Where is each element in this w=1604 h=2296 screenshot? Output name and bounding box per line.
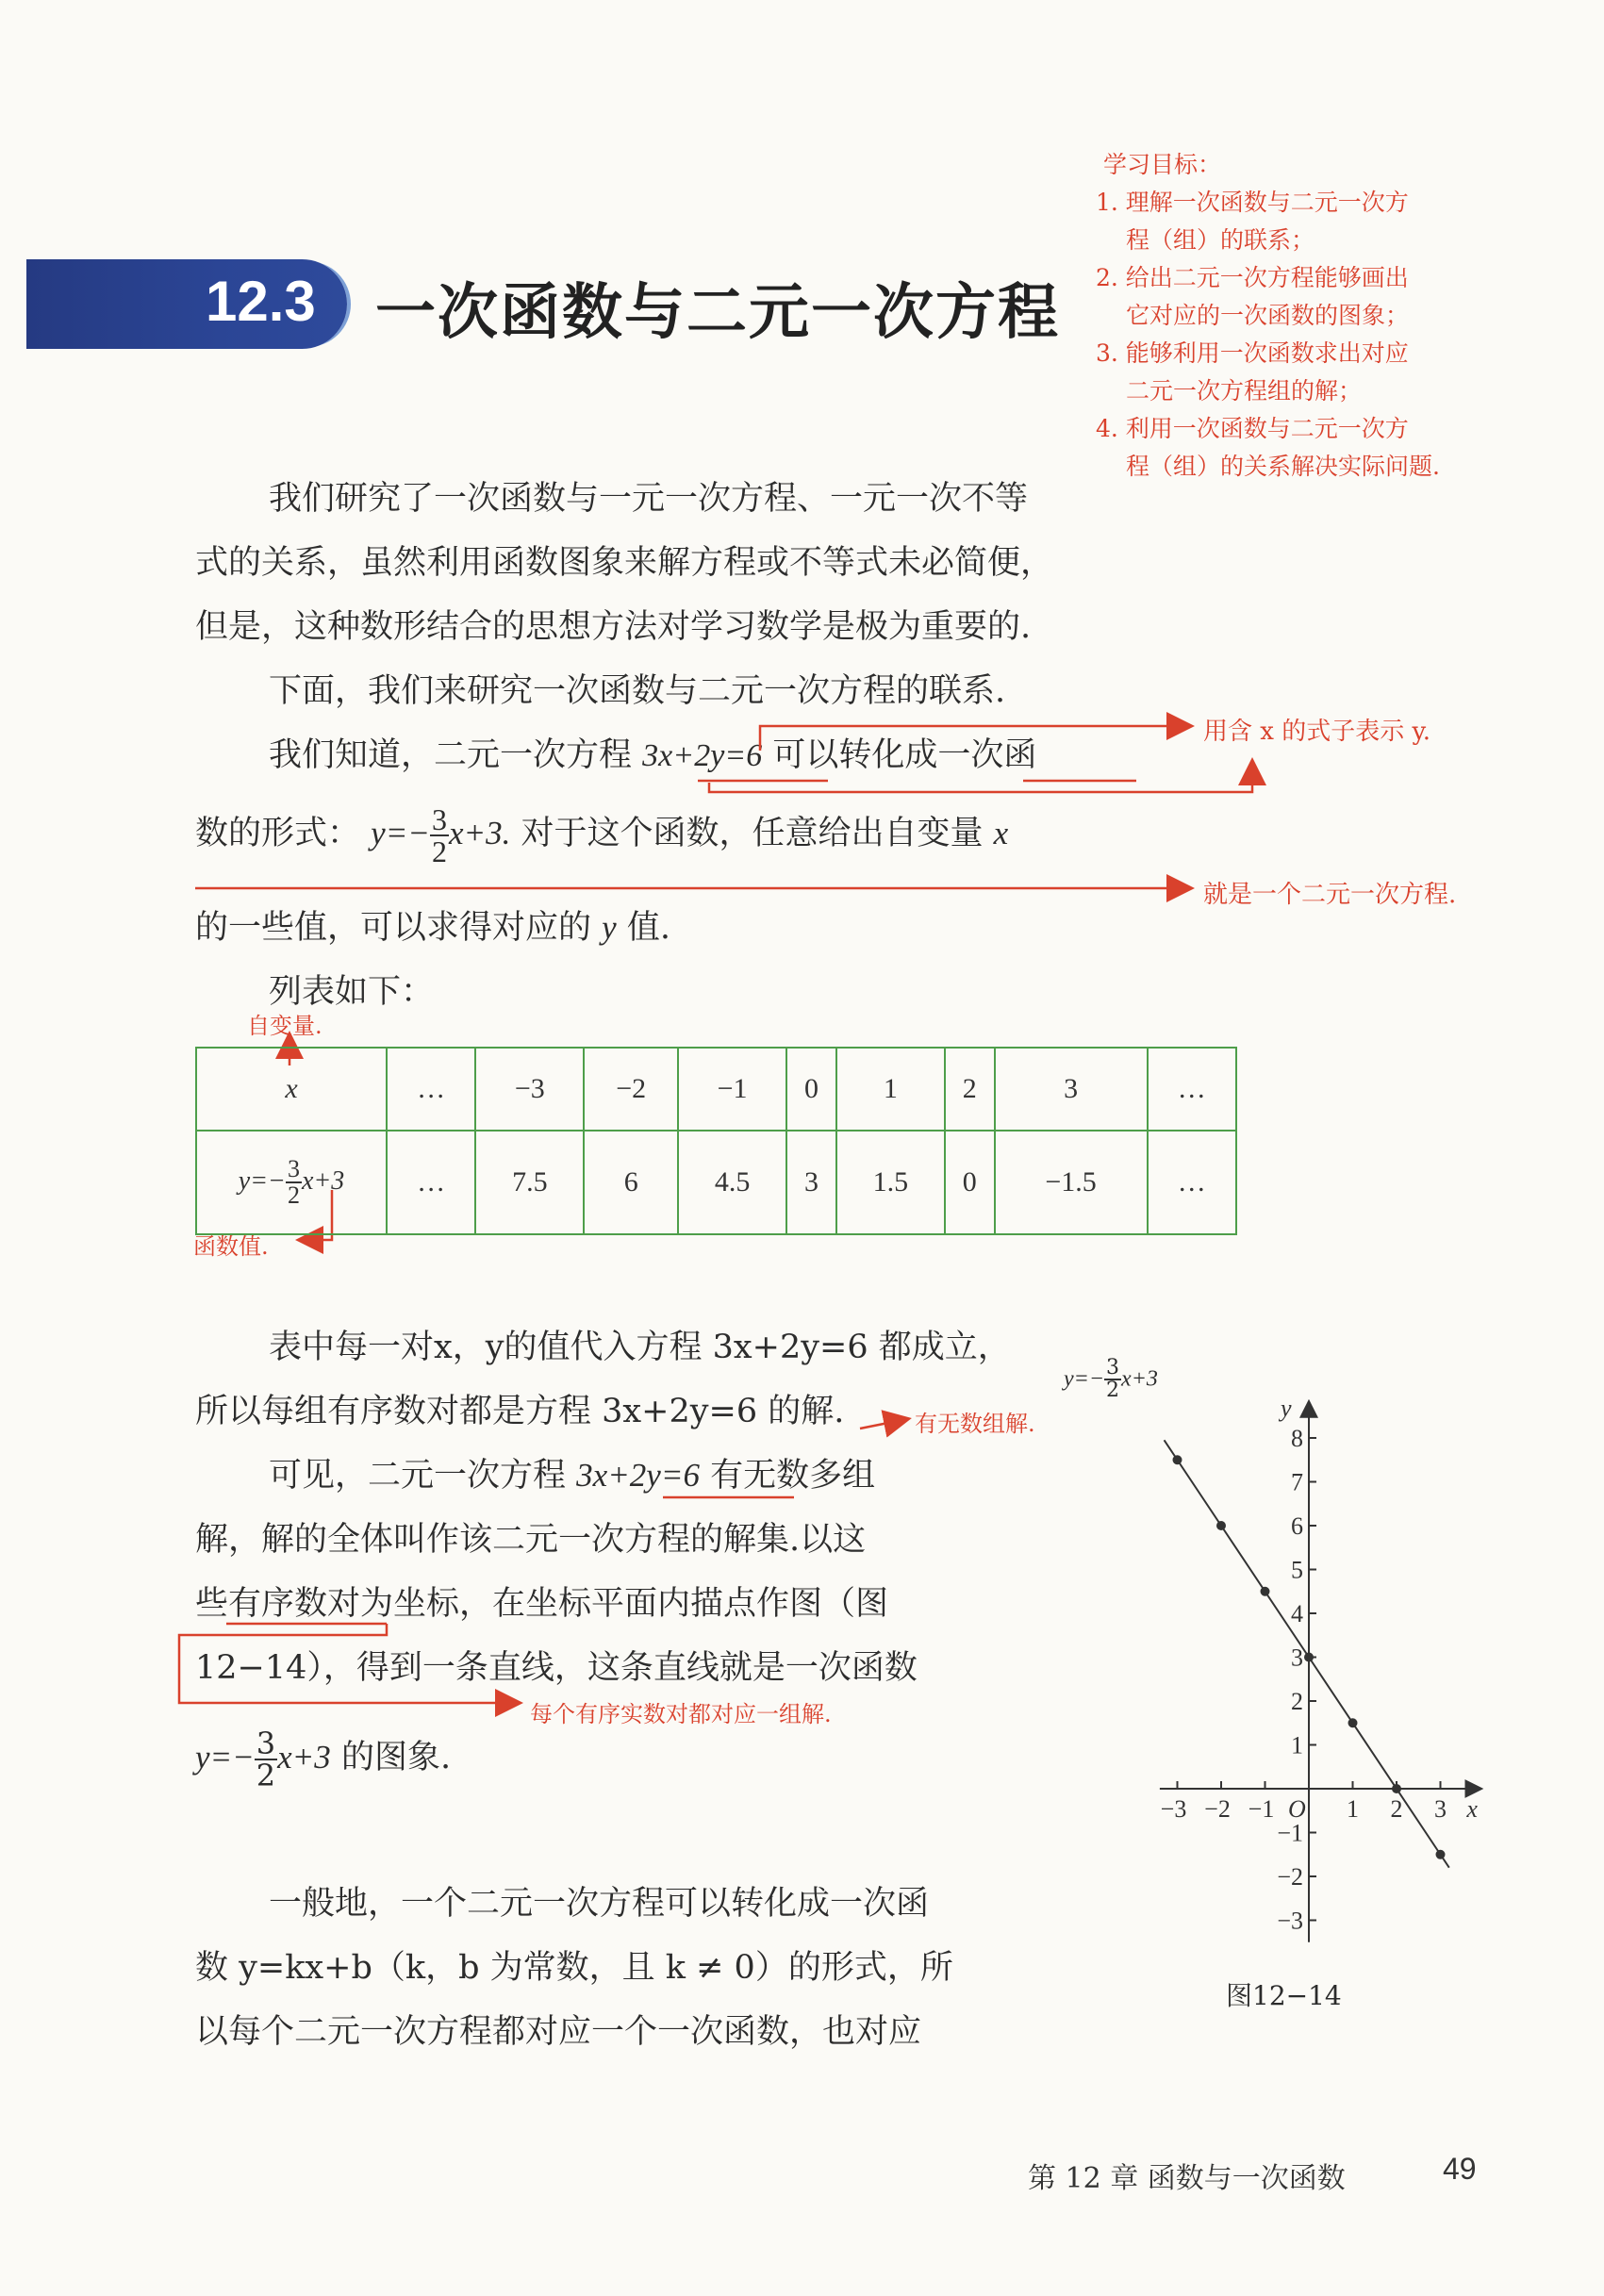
text: 的图象.: [340, 1739, 452, 1776]
table-cell: 1: [836, 1048, 945, 1131]
note-function-value: 函数值.: [193, 1233, 269, 1260]
text-line: 解，解的全体叫作该二元一次方程的解集.以这: [195, 1521, 867, 1559]
text-linear-function: 一次函: [937, 736, 1037, 774]
table-header-y: [196, 1131, 387, 1234]
y-tick-label: 1: [1291, 1731, 1303, 1759]
data-point: [1436, 1850, 1446, 1859]
table-header-x: x: [196, 1048, 387, 1131]
table-cell: 3: [786, 1131, 836, 1234]
text: 对于这个函数，任意给出自变量: [521, 815, 984, 852]
data-point: [1173, 1455, 1182, 1464]
line-label: [1064, 1358, 1158, 1401]
equation-3x2y6: 3x+2y=6: [642, 738, 763, 773]
value-table: [195, 1047, 1237, 1235]
text-line: [195, 1636, 1025, 1700]
section-title: 一次函数与二元一次方程: [375, 277, 1060, 348]
text-line: 以每个二元一次方程都对应一个一次函数，也对应: [195, 2013, 922, 2051]
arrow-to-note-express-y: [760, 726, 1190, 751]
fraction-3-2: [286, 1157, 302, 1208]
table-cell: 3: [995, 1048, 1148, 1131]
table-cell: −2: [584, 1048, 678, 1131]
table-row-y: [196, 1131, 1236, 1234]
origin-label: O: [1288, 1795, 1306, 1823]
text: 我们知道，二元一次方程: [269, 736, 633, 774]
note-each-pair: 每个有序实数对都对应一组解.: [530, 1701, 832, 1727]
fraction-denominator: 2: [1106, 1379, 1120, 1402]
table-cell: 7.5: [475, 1131, 584, 1234]
var-x: x: [993, 815, 1009, 851]
footer-chapter: 第 12 章 函数与一次函数: [1028, 2162, 1346, 2195]
objective-line: 1. 理解一次函数与二元一次方: [1096, 189, 1409, 216]
text-line: 式的关系，虽然利用函数图象来解方程或不等式未必简便，: [195, 544, 1054, 582]
page-number: 49: [1443, 2152, 1477, 2186]
var-y: y: [602, 909, 617, 946]
figure-12-14-graph: [1047, 1339, 1499, 2018]
objective-line: 2. 给出二元一次方程能够画出: [1096, 264, 1409, 291]
text: 有无数多组: [710, 1457, 876, 1495]
y-axis-label: y: [1281, 1394, 1292, 1422]
data-point: [1348, 1718, 1358, 1727]
figure-reference: 12−14）: [195, 1649, 323, 1687]
data-point: [1392, 1784, 1401, 1793]
y-tick-label: −2: [1277, 1863, 1303, 1891]
table-cell: −1.5: [995, 1131, 1148, 1234]
text-line: [195, 1444, 1025, 1508]
objective-line: 3. 能够利用一次函数求出对应: [1096, 339, 1409, 367]
text: 值.: [626, 909, 670, 947]
equation-3x2y6: 3x+2y=6: [576, 1457, 700, 1494]
x-tick-label: −3: [1160, 1795, 1187, 1823]
table-cell: −1: [678, 1048, 786, 1131]
function-suffix: x+3.: [448, 815, 511, 851]
table-cell: 4.5: [678, 1131, 786, 1234]
note-is-equation: 就是一个二元一次方程.: [1203, 881, 1457, 909]
paragraph-table-intro: 列表如下：: [269, 973, 435, 1011]
table-cell: …: [1148, 1131, 1236, 1234]
text-line: 所以每组有序数对都是方程 3x+2y=6 的解.: [195, 1393, 845, 1430]
text: 些: [195, 1585, 229, 1623]
y-tick-label: 2: [1291, 1688, 1303, 1715]
arrow-to-linear-function: [709, 762, 1252, 792]
objective-line: 它对应的一次函数的图象；: [1126, 302, 1410, 329]
objective-line: 4. 利用一次函数与二元一次方: [1096, 415, 1409, 442]
y-tick-label: 5: [1291, 1556, 1303, 1584]
section-number: 12.3: [206, 270, 316, 333]
y-tick-label: 8: [1291, 1425, 1303, 1452]
table-cell: …: [1148, 1048, 1236, 1131]
y-tick-label: 3: [1291, 1644, 1303, 1672]
objective-line: 程（组）的关系解决实际问题.: [1126, 453, 1440, 480]
table-cell: 0: [786, 1048, 836, 1131]
fraction-3-2: [1104, 1358, 1121, 1401]
note-infinite-solutions: 有无数组解.: [915, 1411, 1035, 1437]
text: 为坐标，在坐标平面内描点作图（图: [360, 1585, 889, 1623]
y-tick-label: 7: [1291, 1468, 1303, 1496]
table-cell: …: [387, 1131, 475, 1234]
x-tick-label: −1: [1248, 1795, 1275, 1823]
fraction-numerator: 3: [256, 1725, 276, 1761]
fraction-denominator: 2: [256, 1757, 276, 1793]
data-point: [1216, 1521, 1226, 1530]
table-cell: 2: [945, 1048, 995, 1131]
text: 可以转化成: [772, 736, 938, 774]
x-tick-label: −2: [1204, 1795, 1231, 1823]
line-label-suffix: x+3: [1121, 1366, 1158, 1392]
y-tick-label: −3: [1277, 1907, 1303, 1935]
text-line: 一般地，一个二元一次方程可以转化成一次函: [269, 1885, 930, 1923]
table-cell: 1.5: [836, 1131, 945, 1234]
y-tick-label: 4: [1291, 1600, 1303, 1627]
y-tick-label: 6: [1291, 1512, 1303, 1540]
figure-caption: 图12−14: [1226, 1980, 1342, 2011]
text-line: 数 y=kx+b（k，b 为常数，且 k ≠ 0）的形式，所: [195, 1949, 953, 1987]
func-prefix: y=−: [238, 1165, 286, 1196]
paragraph-solutions: [195, 1315, 1025, 1700]
fraction-numerator: 3: [1106, 1356, 1120, 1379]
data-point: [1304, 1653, 1314, 1662]
text-line: 下面，我们来研究一次函数与二元一次方程的联系.: [269, 672, 1006, 710]
note-express-y: 用含 x 的式子表示 y.: [1203, 718, 1430, 746]
text-line: 我们研究了一次函数与一元一次方程、一元一次不等: [269, 480, 1029, 518]
line-label-prefix: y=−: [1064, 1366, 1105, 1392]
paragraph-function-graph: [195, 1726, 451, 1791]
paragraph-general: [195, 1872, 953, 2064]
fraction-numerator: 3: [287, 1155, 300, 1182]
table-row-x: [196, 1048, 1236, 1131]
x-axis-label: x: [1466, 1795, 1478, 1823]
text-line: 但是，这种数形结合的思想方法对学习数学是极为重要的.: [195, 608, 1032, 646]
text: 可见，二元一次方程: [269, 1457, 567, 1495]
fraction-denominator: 2: [431, 834, 447, 868]
fraction-numerator: 3: [431, 801, 447, 836]
note-independent-variable: 自变量.: [247, 1013, 322, 1039]
x-tick-label: 3: [1434, 1795, 1447, 1823]
x-tick-label: 2: [1390, 1795, 1403, 1823]
objectives-heading: 学习目标：: [1103, 151, 1222, 178]
func-suffix: x+3: [277, 1739, 331, 1776]
table-cell: −3: [475, 1048, 584, 1131]
function-prefix: y=−: [371, 815, 430, 851]
table-cell: 6: [584, 1131, 678, 1234]
text: 数的形式：: [195, 815, 361, 852]
text-ordered-pairs: 有序数对: [228, 1585, 361, 1623]
fraction-denominator: 2: [287, 1181, 300, 1209]
func-suffix: x+3: [301, 1165, 345, 1196]
y-tick-label: −1: [1277, 1819, 1303, 1847]
func-prefix: y=−: [195, 1739, 255, 1776]
table-cell: …: [387, 1048, 475, 1131]
text-line: [195, 1572, 1025, 1636]
objective-line: 二元一次方程组的解；: [1126, 377, 1363, 405]
x-tick-label: 1: [1347, 1795, 1359, 1823]
data-point: [1261, 1587, 1270, 1596]
text: ，得到一条直线，这条直线就是一次函数: [322, 1649, 918, 1687]
text-line: 表中每一对x，y的值代入方程 3x+2y=6 都成立，: [269, 1329, 1011, 1366]
table-cell: 0: [945, 1131, 995, 1234]
text: 的一些值，可以求得对应的: [195, 909, 592, 947]
objective-line: 程（组）的联系；: [1126, 226, 1315, 254]
fraction-3-2: [255, 1725, 277, 1793]
